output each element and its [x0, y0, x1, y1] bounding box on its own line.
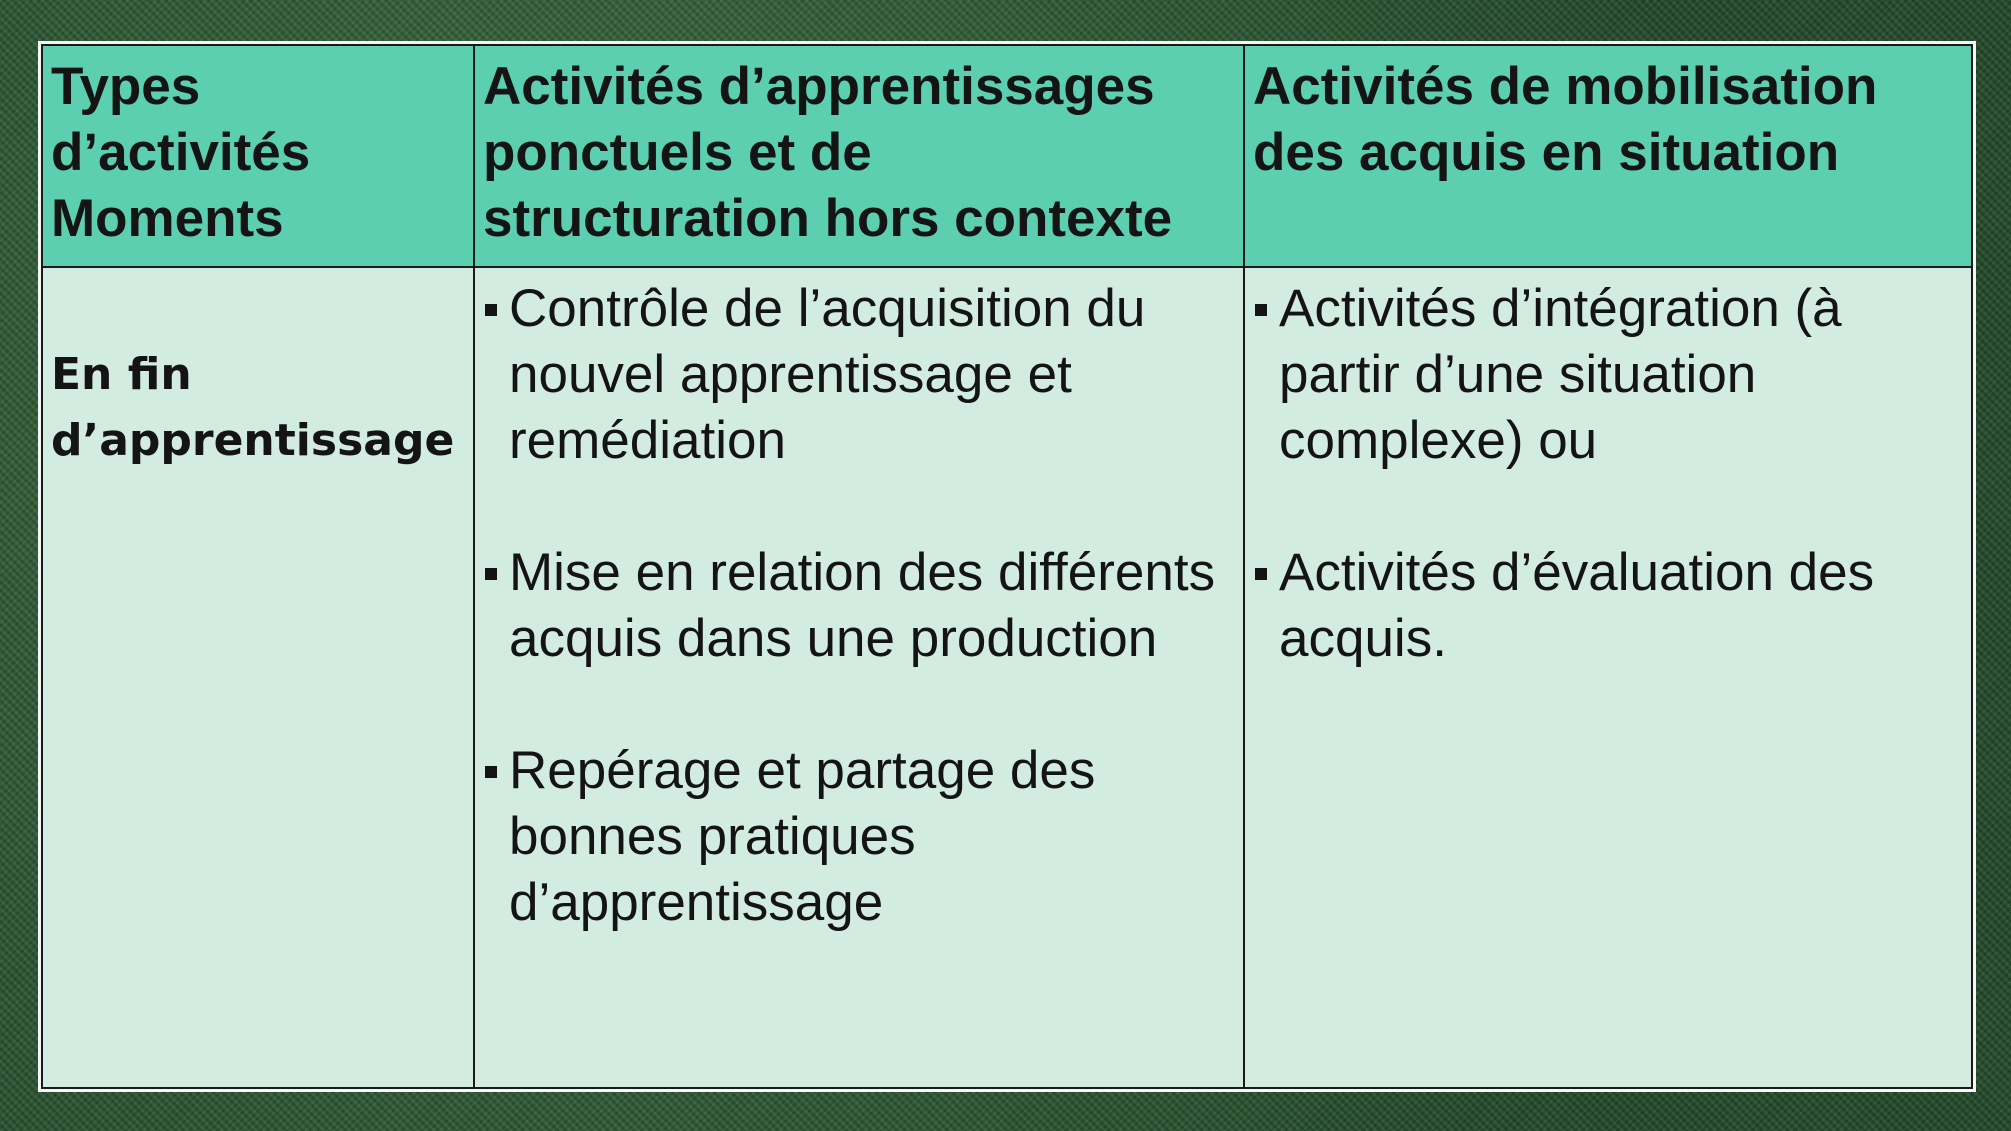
header-ponctual-activities [474, 45, 1244, 267]
header-line: d’activités [51, 123, 311, 182]
moment-cell [42, 267, 474, 1088]
list-item [483, 540, 1237, 672]
square-bullet-icon [1255, 568, 1267, 580]
header-line: structuration hors contexte [483, 189, 1173, 248]
list-item [483, 738, 1237, 936]
moment-line: En fin [51, 349, 192, 400]
list-item [1253, 540, 1965, 672]
header-line: des acquis en situation [1253, 123, 1840, 182]
slide-frame [38, 41, 1976, 1092]
activities-table [41, 44, 1973, 1089]
ponctual-activities-cell [474, 267, 1244, 1088]
header-line: Moments [51, 189, 284, 248]
square-bullet-icon [485, 568, 497, 580]
header-line: Activités de mobilisation [1253, 57, 1878, 116]
mobilisation-activities-cell [1244, 267, 1972, 1088]
list-item-text: Activités d’intégration (à partir d’une situation complexe) ou [1279, 279, 1842, 470]
list-item [483, 276, 1237, 474]
body-row [42, 267, 1972, 1088]
square-bullet-icon [485, 304, 497, 316]
ponctual-activities-list [483, 276, 1237, 936]
mobilisation-activities-list [1253, 276, 1965, 672]
header-mobilisation-activities [1244, 45, 1972, 267]
list-item-text: Contrôle de l’acquisition du nouvel apprentissage et remédiation [509, 279, 1146, 470]
moment-line: d’apprentissage [51, 415, 455, 466]
header-line: ponctuels et de [483, 123, 872, 182]
square-bullet-icon [1255, 304, 1267, 316]
header-types-moments [42, 45, 474, 267]
list-item-text: Repérage et partage des bonnes pratiques d’apprentissage [509, 741, 1096, 932]
list-item-text: Activités d’évaluation des acquis. [1279, 543, 1875, 668]
list-item-text: Mise en relation des différents acquis dans une production [509, 543, 1216, 668]
square-bullet-icon [485, 766, 497, 778]
header-line: Types [51, 57, 201, 116]
moment-label [51, 342, 467, 474]
header-line: Activités d’apprentissages [483, 57, 1155, 116]
header-row [42, 45, 1972, 267]
list-item [1253, 276, 1965, 474]
